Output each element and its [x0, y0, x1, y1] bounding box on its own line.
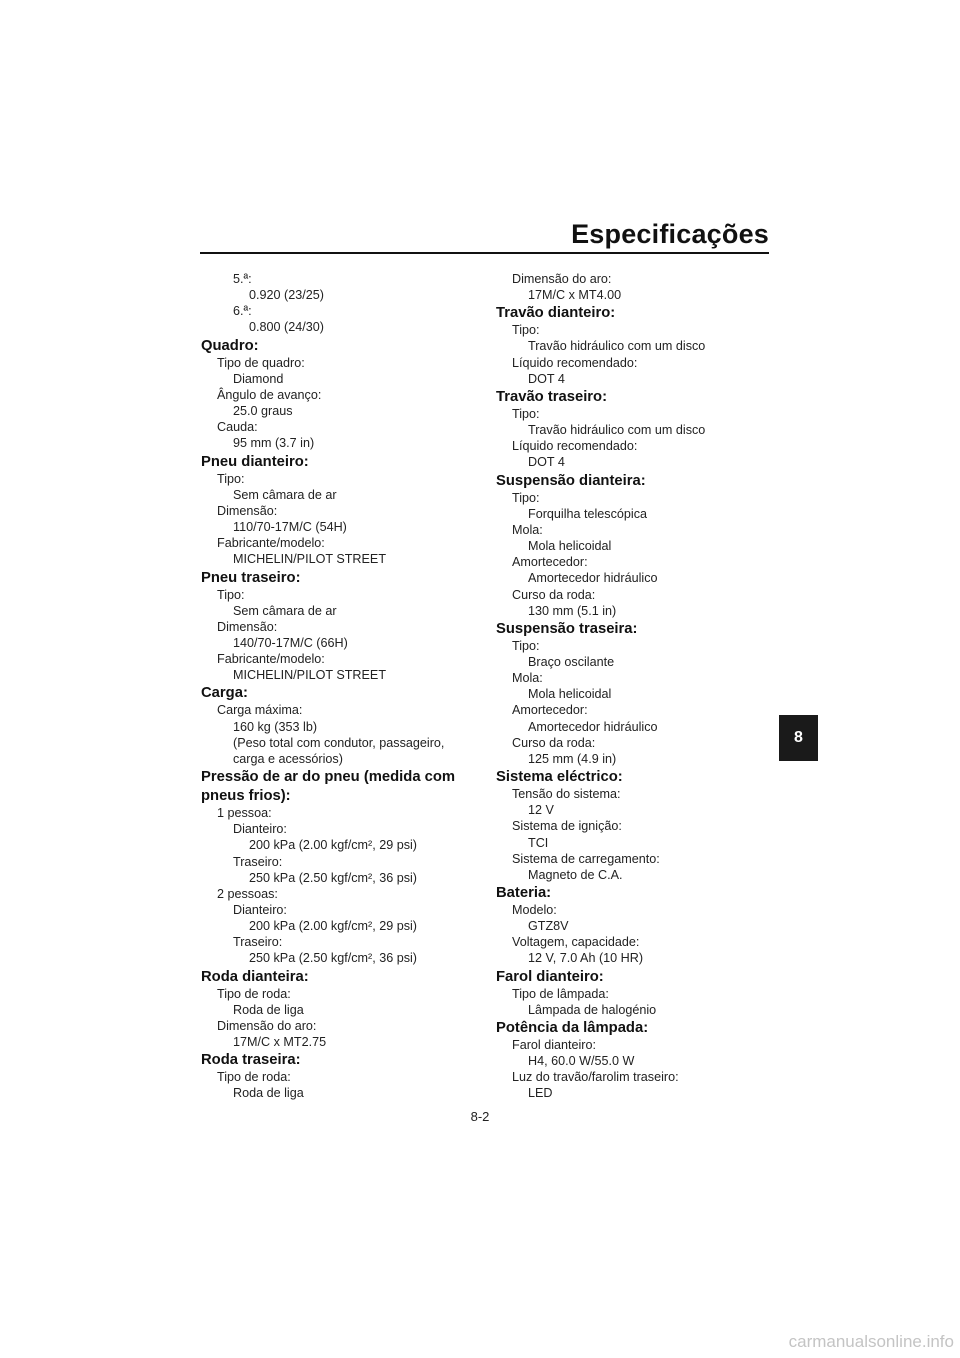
spec-value: 200 kPa (2.00 kgf/cm², 29 psi) — [249, 838, 417, 853]
spec-label: 2 pessoas: — [217, 886, 278, 901]
spec-value: 125 mm (4.9 in) — [528, 751, 617, 766]
spec-label: Curso da roda: — [512, 587, 596, 602]
spec-value: carga e acessórios) — [233, 751, 343, 766]
spec-label: Fabricante/modelo: — [217, 652, 325, 667]
spec-value: 17M/C x MT4.00 — [528, 288, 622, 303]
spec-value: Dianteiro: — [233, 822, 287, 837]
spec-value: Braço oscilante — [528, 654, 615, 669]
spec-label: Cauda: — [217, 420, 258, 435]
spec-value: 0.800 (24/30) — [249, 320, 324, 335]
spec-value: 0.920 (23/25) — [249, 288, 324, 303]
title-rule — [200, 252, 769, 254]
spec-label: Tipo de quadro: — [217, 355, 305, 370]
spec-label: Tipo: — [512, 323, 540, 338]
spec-value: Magneto de C.A. — [528, 867, 623, 882]
spec-value: Forquilha telescópica — [528, 506, 648, 521]
spec-label: Amortecedor: — [512, 555, 588, 570]
spec-label: Líquido recomendado: — [512, 439, 638, 454]
spec-value: Sem câmara de ar — [233, 487, 337, 502]
spec-value: Dianteiro: — [233, 903, 287, 917]
spec-label: Sistema de carregamento: — [512, 851, 660, 866]
spec-label: Voltagem, capacidade: — [512, 935, 640, 950]
spec-value: 250 kPa (2.50 kgf/cm², 36 psi) — [249, 951, 417, 966]
spec-column-right — [496, 271, 756, 1102]
spec-label: Tipo: — [217, 471, 245, 486]
section-heading: Farol dianteiro: — [496, 968, 604, 985]
spec-value: Diamond — [233, 371, 284, 386]
spec-value: 17M/C x MT2.75 — [233, 1035, 327, 1050]
section-heading: Sistema eléctrico: — [496, 769, 623, 786]
section-heading: Pressão de ar do pneu (medida com — [201, 769, 456, 786]
spec-value: 140/70-17M/C (66H) — [233, 635, 348, 650]
section-heading: Travão dianteiro: — [496, 305, 616, 322]
spec-label: Tipo: — [512, 490, 540, 505]
spec-value: 110/70-17M/C (54H) — [233, 520, 347, 535]
spec-value: 250 kPa (2.50 kgf/cm², 36 psi) — [249, 870, 417, 885]
section-heading: Roda traseira: — [201, 1052, 301, 1069]
spec-value: Travão hidráulico com um disco — [528, 339, 706, 354]
spec-label: Dimensão: — [217, 619, 278, 634]
page-title: Especificações — [571, 219, 769, 249]
spec-label: Líquido recomendado: — [512, 355, 638, 370]
section-heading: Travão traseiro: — [496, 388, 608, 405]
spec-value: LED — [528, 1086, 553, 1101]
spec-label: Tipo de roda: — [217, 1070, 291, 1085]
spec-label: Luz do travão/farolim traseiro: — [512, 1070, 679, 1085]
section-heading: Pneu dianteiro: — [201, 453, 309, 470]
spec-column-left — [201, 271, 461, 1102]
spec-label: Mola: — [512, 522, 543, 537]
spec-value: Roda de liga — [233, 1002, 304, 1017]
spec-label: Ângulo de avanço: — [217, 387, 322, 402]
spec-value: Lâmpada de halogénio — [528, 1002, 657, 1017]
spec-value: 6.ª: — [233, 304, 252, 319]
spec-value: MICHELIN/PILOT STREET — [233, 668, 387, 683]
spec-value: 200 kPa (2.00 kgf/cm², 29 psi) — [249, 919, 417, 934]
spec-value: Amortecedor hidráulico — [528, 571, 658, 586]
spec-value: 95 mm (3.7 in) — [233, 436, 315, 451]
spec-value: 130 mm (5.1 in) — [528, 603, 617, 618]
spec-value: Sem câmara de ar — [233, 603, 337, 618]
spec-value: Amortecedor hidráulico — [528, 719, 658, 734]
spec-value: GTZ8V — [528, 919, 569, 934]
section-heading: Suspensão traseira: — [496, 620, 638, 637]
spec-value: Traseiro: — [233, 935, 283, 950]
spec-label: Mola: — [512, 671, 543, 686]
spec-label: Tipo: — [512, 638, 540, 653]
spec-label: Tipo: — [217, 587, 245, 602]
spec-value: 12 V, 7.0 Ah (10 HR) — [528, 951, 644, 966]
spec-label: Curso da roda: — [512, 735, 596, 750]
section-heading: Carga: — [201, 685, 248, 702]
spec-value: 160 kg (353 lb) — [233, 719, 318, 734]
spec-value: DOT 4 — [528, 371, 565, 386]
spec-value: Traseiro: — [233, 854, 283, 869]
spec-value: Mola helicoidal — [528, 687, 612, 702]
chapter-tab: 8 — [779, 715, 818, 761]
spec-label: Tipo: — [512, 406, 540, 421]
spec-label: Tensão do sistema: — [512, 787, 621, 802]
section-heading: Quadro: — [201, 337, 259, 354]
spec-label: Tipo de roda: — [217, 986, 291, 1001]
section-heading: Bateria: — [496, 885, 552, 901]
spec-value: H4, 60.0 W/55.0 W — [528, 1054, 635, 1069]
spec-label: Amortecedor: — [512, 703, 588, 718]
spec-label: Dimensão do aro: — [217, 1018, 317, 1033]
spec-label: Carga máxima: — [217, 703, 303, 718]
page-number: 8-2 — [470, 1109, 490, 1124]
section-heading: Roda dianteira: — [201, 968, 309, 985]
spec-value: 5.ª: — [233, 272, 252, 286]
spec-label: Farol dianteiro: — [512, 1037, 596, 1052]
section-heading: pneus frios): — [201, 788, 291, 805]
spec-label: Fabricante/modelo: — [217, 536, 325, 551]
spec-label: Sistema de ignição: — [512, 819, 622, 834]
spec-value: (Peso total com condutor, passageiro, — [233, 735, 445, 750]
spec-value: 25.0 graus — [233, 404, 293, 419]
spec-value: 12 V — [528, 803, 554, 818]
spec-value: Travão hidráulico com um disco — [528, 423, 706, 438]
section-heading: Pneu traseiro: — [201, 569, 301, 586]
section-heading: Suspensão dianteira: — [496, 472, 646, 489]
spec-value: Roda de liga — [233, 1086, 304, 1101]
spec-value: DOT 4 — [528, 455, 565, 470]
spec-value: MICHELIN/PILOT STREET — [233, 552, 387, 567]
section-heading: Potência da lâmpada: — [496, 1019, 649, 1036]
spec-label: 1 pessoa: — [217, 806, 272, 821]
spec-label: Dimensão do aro: — [512, 272, 612, 286]
spec-value: Mola helicoidal — [528, 539, 612, 554]
spec-label: Tipo de lâmpada: — [512, 986, 609, 1001]
spec-label: Dimensão: — [217, 503, 278, 518]
spec-label: Modelo: — [512, 903, 557, 917]
watermark: carmanualsonline.info — [788, 1332, 954, 1351]
spec-value: TCI — [528, 835, 549, 850]
